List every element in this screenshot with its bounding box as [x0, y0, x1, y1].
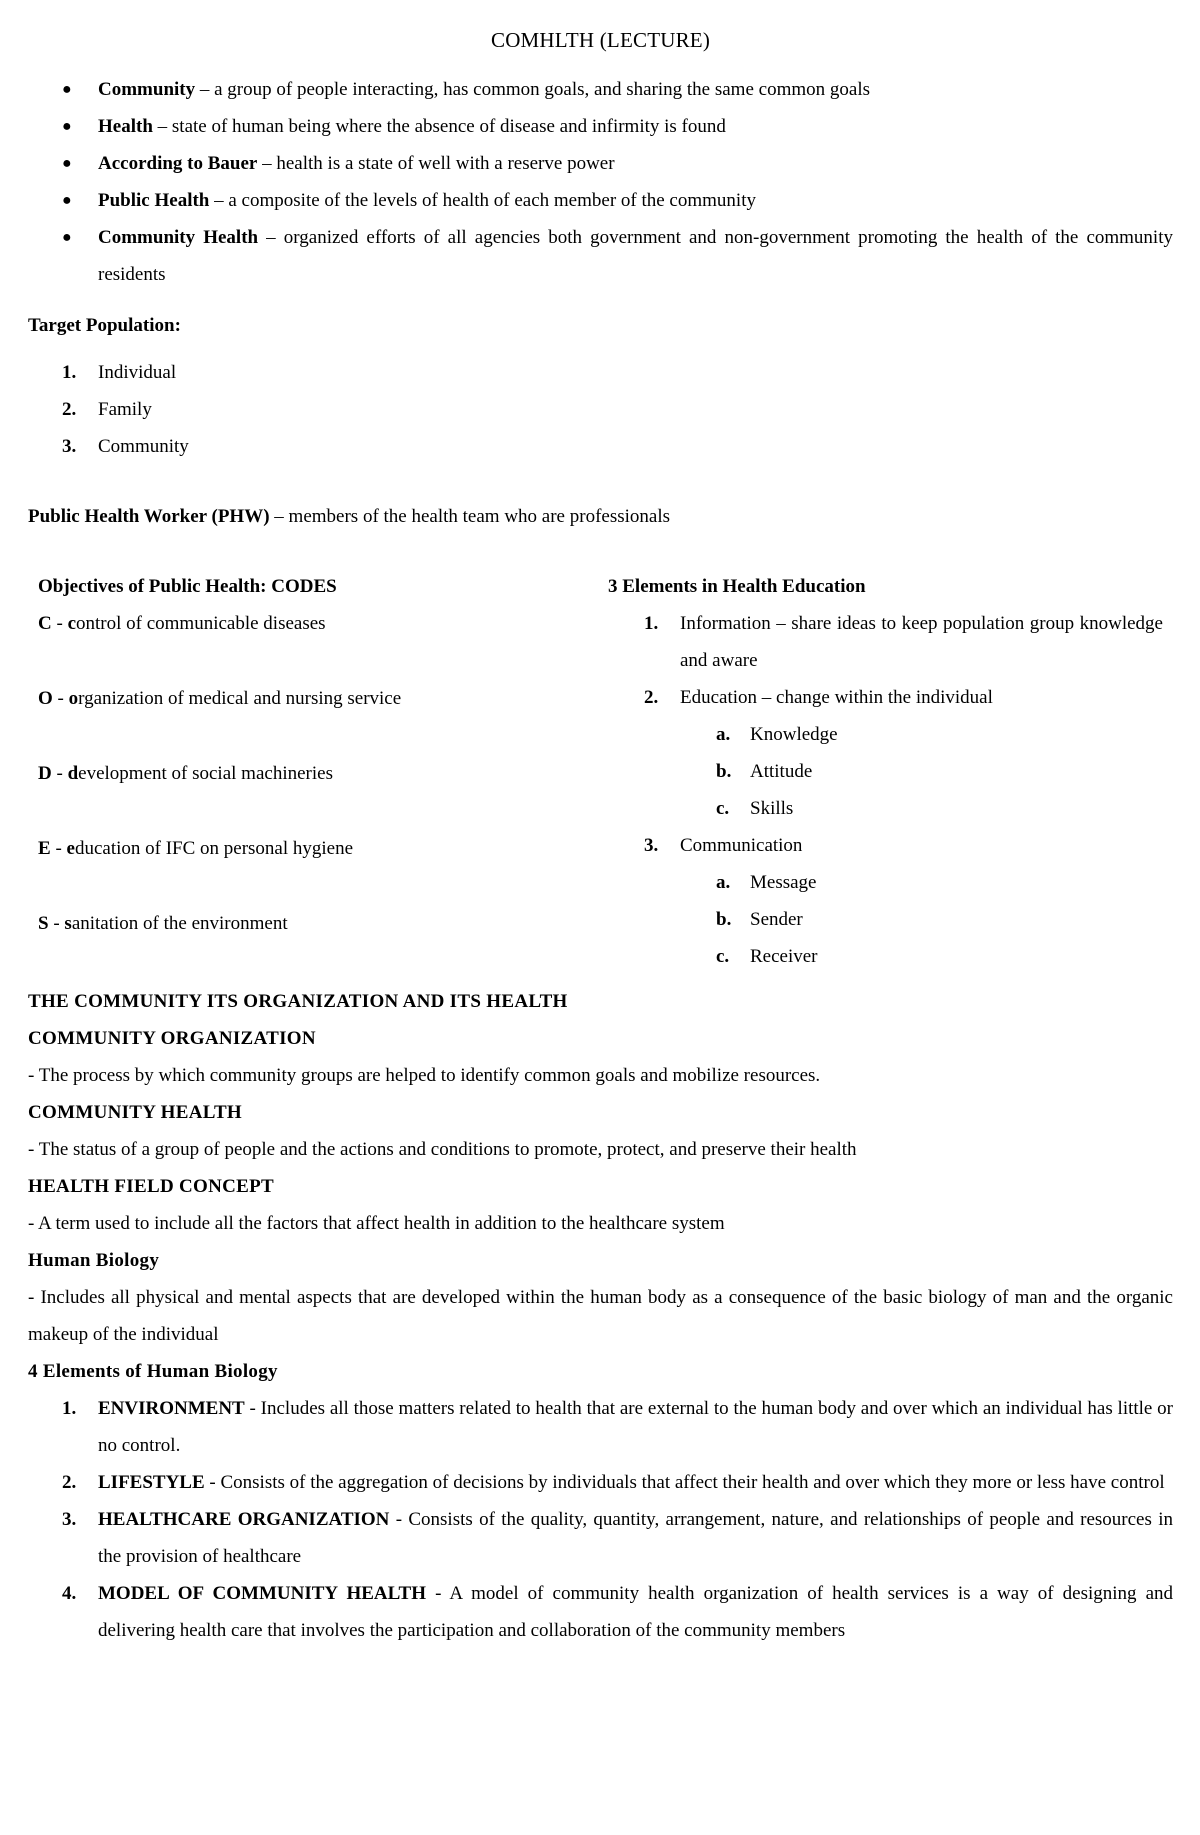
element-term: ENVIRONMENT — [98, 1398, 245, 1419]
codes-sep: - — [51, 613, 68, 634]
list-item — [28, 1464, 1173, 1501]
definition-term: Community — [98, 79, 196, 100]
codes-sep: - — [52, 688, 69, 709]
sub-list-item — [608, 716, 1163, 753]
list-label: Individual — [98, 362, 177, 383]
list-number: 3. — [62, 436, 77, 457]
codes-rest: anitation of the environment — [71, 913, 288, 934]
document-page — [28, 18, 1173, 1649]
phw-term: Public Health Worker (PHW) — [28, 506, 270, 527]
human-biology-heading: Human Biology — [28, 1250, 160, 1271]
definition-item — [28, 145, 1173, 182]
phw-definition — [28, 498, 1173, 535]
codes-rest: ducation of IFC on personal hygiene — [74, 838, 354, 859]
element-term: MODEL OF COMMUNITY HEALTH — [98, 1583, 427, 1604]
sub-list-letter: b. — [716, 909, 732, 930]
spacer — [38, 642, 608, 680]
list-item — [28, 1575, 1173, 1649]
list-label: Family — [98, 399, 152, 420]
element-term: HEALTHCARE ORGANIZATION — [98, 1509, 390, 1530]
phw-text: – members of the health team who are professionals — [269, 506, 671, 527]
community-health-heading: COMMUNITY HEALTH — [28, 1102, 242, 1123]
list-item — [608, 605, 1163, 679]
codes-row — [38, 755, 608, 792]
sub-list-item — [608, 753, 1163, 790]
definition-text: – a group of people interacting, has common goals, and sharing the same common goals — [195, 79, 870, 100]
list-item — [28, 354, 1173, 391]
definition-text: – a composite of the levels of health of each member of the community — [209, 190, 756, 211]
elements-heading: 4 Elements of Human Biology — [28, 1361, 278, 1382]
list-item — [28, 1501, 1173, 1575]
list-number: 3. — [644, 835, 659, 856]
bullet-icon: ● — [62, 155, 72, 172]
sub-list-label: Attitude — [750, 761, 813, 782]
document-title: COMHLTH (LECTURE) — [490, 28, 711, 52]
definition-item — [28, 182, 1173, 219]
codes-row — [38, 605, 608, 642]
health-education-column — [608, 568, 1163, 975]
element-text: - Includes all those matters related to health that are external to the human body and over which an individual has little or no control. — [98, 1398, 1173, 1456]
human-biology-text: - Includes all physical and mental aspects that are developed within the human body as a consequence of the basic biology of man and the organic makeup of the individual — [28, 1287, 1173, 1345]
list-item — [28, 391, 1173, 428]
definition-text: – state of human being where the absence of disease and infirmity is found — [152, 116, 726, 137]
sub-list-letter: a. — [716, 724, 731, 745]
spacer — [38, 867, 608, 905]
bullet-icon: ● — [62, 81, 72, 98]
definition-item — [28, 219, 1173, 293]
bullet-icon: ● — [62, 118, 72, 135]
sub-list-label: Message — [750, 872, 817, 893]
list-number: 2. — [62, 399, 77, 420]
sub-list-label: Sender — [750, 909, 803, 930]
list-item — [608, 827, 1163, 864]
list-number: 2. — [62, 1472, 77, 1493]
list-label: Education – change within the individual — [680, 687, 993, 708]
list-item — [608, 679, 1163, 716]
definition-term: Health — [98, 116, 153, 137]
target-population-list — [28, 354, 1173, 465]
list-number: 4. — [62, 1583, 77, 1604]
codes-rest: rganization of medical and nursing service — [78, 688, 402, 709]
sub-list-item — [608, 864, 1163, 901]
bullet-icon: ● — [62, 229, 72, 246]
spacer — [38, 792, 608, 830]
community-organization-text: - The process by which community groups are helped to identify common goals and mobilize resources. — [28, 1065, 821, 1086]
sub-list-letter: a. — [716, 872, 731, 893]
codes-first: o — [68, 688, 79, 709]
codes-row — [38, 905, 608, 942]
sub-list-label: Skills — [750, 798, 794, 819]
definitions-list — [28, 71, 1173, 293]
two-column-section — [28, 568, 1173, 975]
codes-sep: - — [50, 838, 67, 859]
definition-text: – health is a state of well with a reserve power — [257, 153, 615, 174]
elements-list — [28, 1390, 1173, 1649]
sub-list-item — [608, 938, 1163, 975]
codes-letter: D — [38, 763, 52, 784]
element-text: - Consists of the aggregation of decisions by individuals that affect their health and over which they more or less have control — [204, 1472, 1165, 1493]
sub-list-label: Receiver — [750, 946, 818, 967]
list-label: Information – share ideas to keep population group knowledge and aware — [680, 613, 1163, 671]
list-number: 2. — [644, 687, 659, 708]
codes-row — [38, 680, 608, 717]
list-number: 1. — [644, 613, 659, 634]
definition-text: – organized efforts of all agencies both government and non-government promoting the health of the community residents — [98, 227, 1173, 285]
element-text: - Consists of the quality, quantity, arrangement, nature, and relationships of people and resources in the provision of healthcare — [98, 1509, 1173, 1567]
definition-item — [28, 108, 1173, 145]
sub-list-item — [608, 790, 1163, 827]
codes-letter: C — [38, 613, 52, 634]
codes-letter: O — [38, 688, 53, 709]
codes-first: s — [64, 913, 72, 934]
health-field-concept-heading: HEALTH FIELD CONCEPT — [28, 1176, 275, 1197]
list-item — [28, 428, 1173, 465]
codes-first: c — [67, 613, 76, 634]
element-term: LIFESTYLE — [98, 1472, 205, 1493]
codes-letter: E — [38, 838, 51, 859]
sub-list-letter: c. — [716, 798, 730, 819]
definition-term: Community Health — [98, 227, 259, 248]
spacer — [38, 717, 608, 755]
definition-item — [28, 71, 1173, 108]
list-label: Communication — [680, 835, 803, 856]
sub-list-letter: b. — [716, 761, 732, 782]
sub-list-label: Knowledge — [750, 724, 838, 745]
element-text: - A model of community health organization of health services is a way of designing and delivering health care that involves the participation and collaboration of the community members — [98, 1583, 1174, 1641]
list-label: Community — [98, 436, 189, 457]
codes-letter: S — [38, 913, 49, 934]
codes-rest: evelopment of social machineries — [78, 763, 333, 784]
community-section — [28, 983, 1173, 1649]
codes-first: e — [66, 838, 75, 859]
codes-first: d — [67, 763, 79, 784]
sub-list-item — [608, 901, 1163, 938]
target-population-heading: Target Population: — [28, 315, 181, 336]
codes-heading: Objectives of Public Health: CODES — [38, 576, 337, 597]
codes-rest: ontrol of communicable diseases — [76, 613, 326, 634]
health-field-concept-text: - A term used to include all the factors that affect health in addition to the healthcare system — [28, 1213, 725, 1234]
codes-column — [38, 568, 608, 975]
codes-sep: - — [48, 913, 65, 934]
sub-list-letter: c. — [716, 946, 730, 967]
codes-sep: - — [51, 763, 68, 784]
bullet-icon: ● — [62, 192, 72, 209]
list-item — [28, 1390, 1173, 1464]
codes-row — [38, 830, 608, 867]
community-health-text: - The status of a group of people and the actions and conditions to promote, protect, and preserve their health — [28, 1139, 857, 1160]
definition-term: According to Bauer — [98, 153, 258, 174]
list-number: 3. — [62, 1509, 77, 1530]
definition-term: Public Health — [98, 190, 210, 211]
list-number: 1. — [62, 362, 77, 383]
health-education-heading: 3 Elements in Health Education — [608, 576, 866, 597]
community-section-heading: THE COMMUNITY ITS ORGANIZATION AND ITS HEALTH — [28, 991, 568, 1012]
community-organization-heading: COMMUNITY ORGANIZATION — [28, 1028, 316, 1049]
list-number: 1. — [62, 1398, 77, 1419]
